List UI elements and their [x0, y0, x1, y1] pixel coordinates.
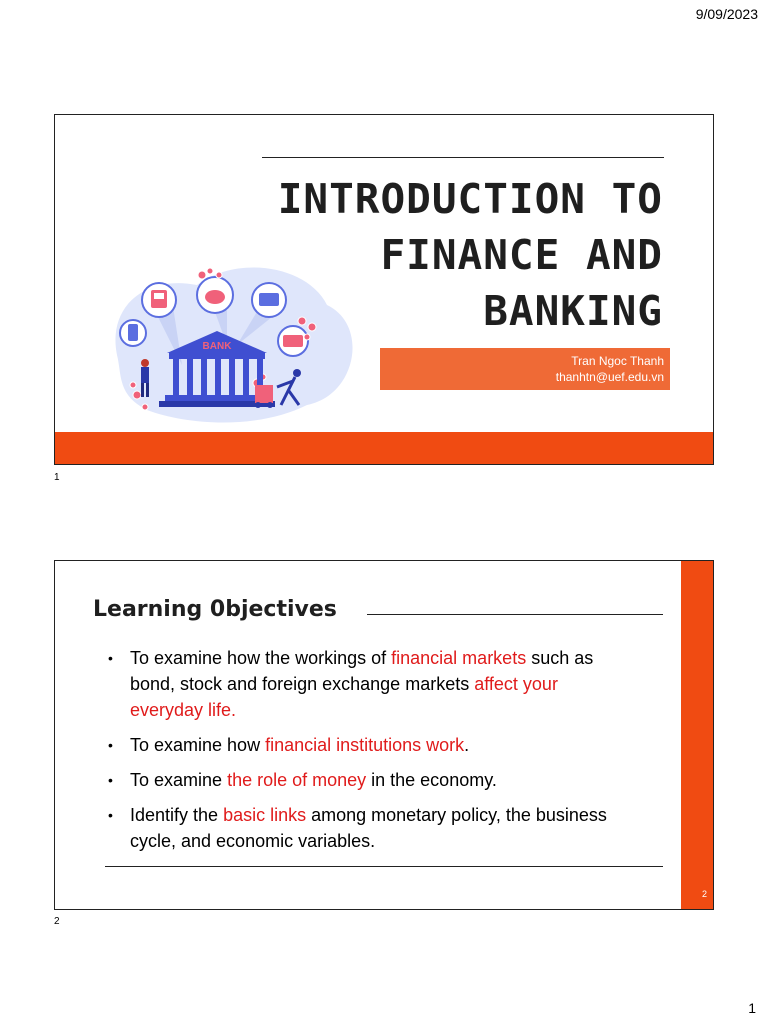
title-line-1: INTRODUCTION TO — [277, 175, 663, 223]
highlighted-text: affect your everyday life. — [130, 674, 558, 720]
piggy-bank-icon — [197, 277, 233, 313]
objective-text: among monetary policy, the business cycle, and economic variables. — [130, 805, 607, 851]
objectives-list — [107, 645, 627, 863]
document-page-number: 1 — [748, 1000, 756, 1016]
highlighted-text: financial markets — [391, 648, 527, 668]
slide-1 — [54, 114, 714, 465]
author-name: Tran Ngoc Thanh — [571, 354, 664, 368]
author-email[interactable]: thanhtn@uef.edu.vn — [555, 370, 664, 384]
slide-side-bar — [681, 561, 713, 909]
objective-text: To examine how the workings of — [130, 648, 392, 668]
card-icon — [278, 326, 308, 356]
title-line-3: BANKING — [483, 287, 663, 335]
highlighted-text: financial institutions work — [265, 735, 465, 755]
slide-heading: Learning 0bjectives — [93, 597, 337, 622]
highlighted-text: basic links — [223, 805, 307, 825]
highlighted-text: the role of money — [227, 770, 367, 790]
phone-icon — [120, 320, 146, 346]
objective-text: To examine how — [130, 735, 266, 755]
slide-2 — [54, 560, 714, 910]
page-number-2: 2 — [54, 916, 60, 927]
objective-text: in the economy. — [366, 770, 497, 790]
objective-text: To examine — [130, 770, 228, 790]
objective-item — [107, 732, 627, 758]
print-date: 9/09/2023 — [695, 6, 758, 22]
title-rule — [262, 157, 664, 158]
objective-item — [107, 767, 627, 793]
objective-item — [107, 645, 627, 723]
bank-illustration — [107, 245, 369, 431]
page-number-1: 1 — [54, 472, 60, 483]
slide-footer-bar — [55, 432, 713, 464]
bottom-rule — [105, 866, 663, 867]
objective-item — [107, 802, 627, 854]
objective-text: such as bond, stock and foreign exchange markets — [130, 648, 594, 694]
wallet-icon — [252, 283, 286, 317]
bank-sign: BANK — [202, 341, 232, 352]
author-box — [380, 348, 670, 390]
objective-text: . — [464, 735, 470, 755]
slide-number: 2 — [701, 889, 707, 899]
heading-rule — [367, 614, 663, 615]
title-line-2: FINANCE AND — [380, 231, 663, 279]
atm-icon — [142, 283, 176, 317]
objective-text: Identify the — [130, 805, 224, 825]
